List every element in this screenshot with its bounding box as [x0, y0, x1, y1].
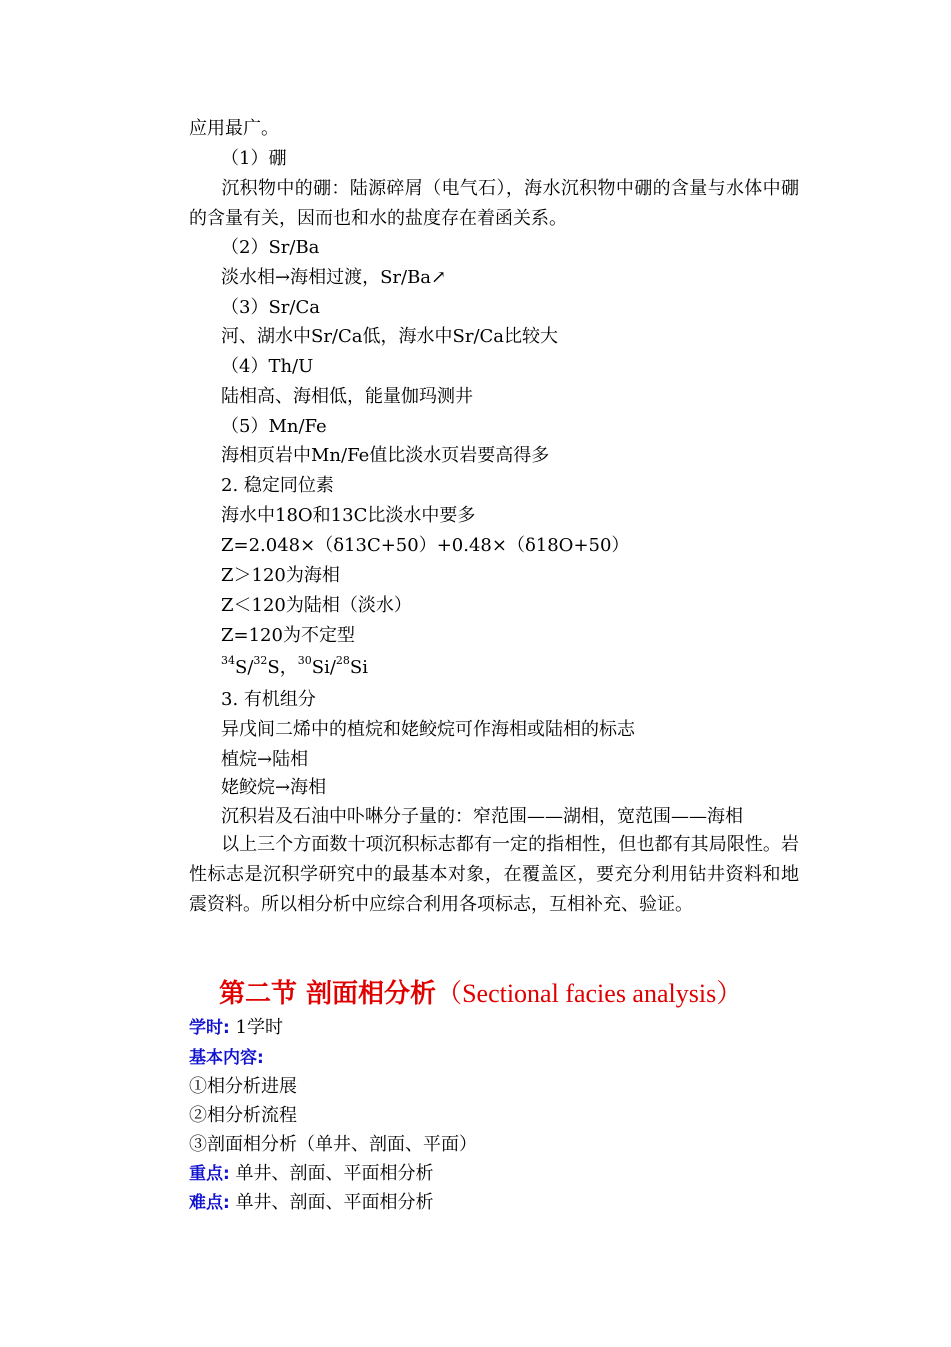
summary-paragraph	[189, 830, 799, 920]
sr-ba-title: （2）Sr/Ba	[221, 237, 320, 258]
hours-label: 学时:	[189, 1018, 230, 1038]
z-undetermined: Z=120为不定型	[221, 625, 355, 646]
si-element-2: Si	[349, 657, 368, 678]
mn-fe-text: 海相页岩中Mn/Fe值比淡水页岩要高得多	[221, 445, 550, 466]
section-title-cn: 第二节 剖面相分析	[219, 979, 437, 1009]
section-title-en: （Sectional facies analysis）	[436, 979, 743, 1008]
key-point-line	[189, 1162, 434, 1186]
s-mass-32: 32	[253, 654, 268, 667]
content-item: ①相分析进展	[189, 1076, 297, 1097]
hours-line	[189, 1016, 283, 1040]
z-continental: Z＜120为陆相（淡水）	[221, 595, 412, 616]
summary-paragraph-text: 以上三个方面数十项沉积标志都有一定的指相性，但也都有其局限性。岩性标志是沉积学研究中的最基本对象，在覆盖区，要充分利用钻井资料和地震资料。所以相分析中应综合利用各项标志，互相补充、验证。	[189, 834, 799, 915]
organic-text-3: 姥鲛烷→海相	[221, 777, 327, 798]
content-label: 基本内容:	[189, 1048, 264, 1068]
s-mass-34: 34	[221, 654, 235, 667]
key-point-label: 重点:	[189, 1164, 230, 1184]
isotope-text: 海水中18O和13C比淡水中要多	[221, 505, 476, 526]
sr-ca-text: 河、湖水中Sr/Ca低，海水中Sr/Ca比较大	[221, 326, 559, 347]
organic-text-4: 沉积岩及石油中卟啉分子量的：窄范围——湖相，宽范围——海相	[221, 806, 743, 827]
isotope-ratios	[221, 656, 368, 680]
difficulty-value: 单井、剖面、平面相分析	[229, 1192, 434, 1213]
content-label-line	[189, 1046, 264, 1070]
intro-end-line: 应用最广。	[189, 118, 279, 139]
section-heading	[219, 976, 742, 1012]
content-item: ②相分析流程	[189, 1105, 297, 1126]
th-u-title: （4）Th/U	[221, 356, 314, 377]
sr-ba-text: 淡水相→海相过渡，Sr/Ba↗	[221, 267, 447, 288]
boron-title: （1）硼	[221, 148, 287, 169]
s-element-2: S，	[267, 657, 298, 678]
organic-text-2: 植烷→陆相	[221, 749, 309, 770]
sr-ca-title: （3）Sr/Ca	[221, 297, 320, 318]
si-mass-30: 30	[297, 654, 312, 667]
si-element-1: Si/	[311, 657, 336, 678]
si-mass-28: 28	[335, 654, 350, 667]
organic-text-1: 异戊间二烯中的植烷和姥鲛烷可作海相或陆相的标志	[221, 719, 635, 740]
isotope-title: 2. 稳定同位素	[221, 475, 334, 496]
z-marine: Z＞120为海相	[221, 565, 340, 586]
difficulty-label: 难点:	[189, 1193, 230, 1213]
z-formula: Z=2.048×（δ13C+50）+0.48×（δ18O+50）	[221, 535, 630, 556]
th-u-text: 陆相高、海相低，能量伽玛测井	[221, 386, 473, 407]
boron-paragraph	[189, 174, 799, 234]
difficulty-line	[189, 1191, 434, 1215]
boron-paragraph-text: 沉积物中的硼：陆源碎屑（电气石），海水沉积物中硼的含量与水体中硼的含量有关，因而也和水的盐度存在着函关系。	[189, 178, 799, 229]
s-element-1: S/	[235, 657, 254, 678]
mn-fe-title: （5）Mn/Fe	[221, 416, 327, 437]
content-item: ③剖面相分析（单井、剖面、平面）	[189, 1134, 477, 1155]
organic-title: 3. 有机组分	[221, 689, 316, 710]
key-point-value: 单井、剖面、平面相分析	[229, 1163, 434, 1184]
hours-value: 1学时	[229, 1017, 283, 1038]
